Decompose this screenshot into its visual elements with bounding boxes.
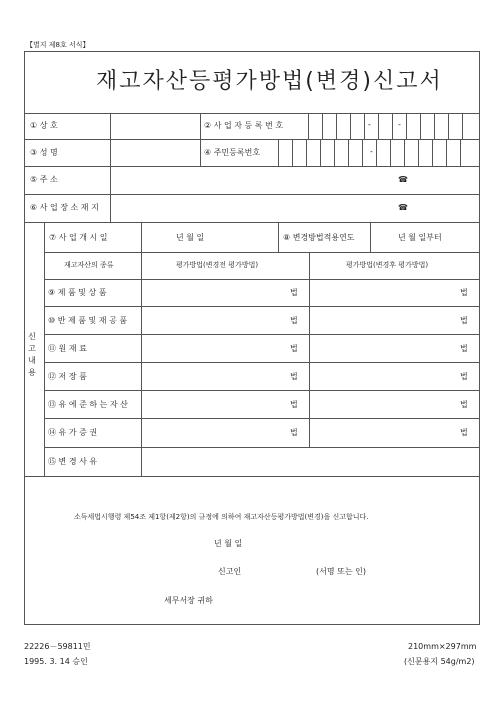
- address-label: ⑤ 주 소: [30, 175, 58, 184]
- row-label: ⑪ 원 재 료: [48, 344, 87, 353]
- digit-box-line: [460, 139, 461, 166]
- digit-box-line: [390, 139, 391, 166]
- col-type-header: 재고자산의 종류: [64, 261, 114, 269]
- before-method-suffix: 법: [290, 344, 298, 353]
- row-line: [24, 139, 480, 140]
- row-label: ⑩ 반 제 품 및 재 공 품: [48, 316, 128, 325]
- row-line: [44, 334, 480, 335]
- row-line: [24, 222, 480, 223]
- row-line: [24, 476, 480, 477]
- col-line: [308, 113, 309, 139]
- digit-box-line: [364, 113, 365, 139]
- digit-box-line: [418, 139, 419, 166]
- digit-box-line: [348, 139, 349, 166]
- col-line: [141, 222, 142, 476]
- declaration-statement: 소득세법시행령 제54조 제1항(제2항)의 규정에 의하여 재고자산등평가방법(변경)을 신고합니다.: [74, 513, 369, 521]
- row-line: [24, 194, 480, 195]
- digit-box-line: [406, 113, 407, 139]
- row-line: [44, 279, 480, 280]
- col-line: [110, 113, 111, 222]
- digit-box-line: [378, 113, 379, 139]
- declaration-date: 년 월 일: [214, 539, 243, 548]
- after-method-suffix: 법: [460, 344, 468, 353]
- form-title: 재고자산등평가방법(변경)신고서: [96, 69, 443, 94]
- row-line: [44, 447, 480, 448]
- frame-bottom: [24, 624, 480, 625]
- digit-box-line: [420, 113, 421, 139]
- digit-box-line: [350, 113, 351, 139]
- reg-no-dash-1: -: [368, 120, 371, 129]
- col-line: [278, 222, 279, 252]
- row-line: [44, 362, 480, 363]
- side-col-line: [44, 222, 45, 476]
- change-year-label: ⑧ 변경방법적용연도: [283, 233, 355, 242]
- row-label: ⑫ 저 장 품: [48, 372, 87, 381]
- recipient-label: 세무서장 귀하: [164, 596, 213, 605]
- trade-name-label: ① 상 호: [30, 121, 58, 130]
- after-method-suffix: 법: [460, 400, 468, 409]
- digit-box-line: [336, 113, 337, 139]
- before-method-suffix: 법: [290, 372, 298, 381]
- digit-box-line: [306, 139, 307, 166]
- phone-icon: ☎: [398, 175, 408, 184]
- resident-reg-no-label: ④ 주민등록번호: [204, 148, 261, 157]
- change-year-value: 년 월 일부터: [398, 233, 442, 242]
- before-method-suffix: 법: [290, 316, 298, 325]
- before-method-suffix: 법: [290, 428, 298, 437]
- paper-type: (신문용지 54g/m2): [404, 657, 475, 666]
- applicant-label: 신고인: [218, 567, 242, 576]
- frame-left: [24, 51, 25, 625]
- col-after-header: 평가방법(변경후 평가방법): [346, 261, 429, 269]
- row-label: ⑬ 유 에 준 하 는 자 산: [48, 400, 128, 409]
- digit-box-line: [462, 113, 463, 139]
- after-method-suffix: 법: [460, 316, 468, 325]
- digit-box-line: [432, 139, 433, 166]
- business-start-date: 년 월 일: [176, 233, 205, 242]
- digit-box-line: [334, 139, 335, 166]
- before-method-suffix: 법: [290, 400, 298, 409]
- phone-icon: ☎: [398, 203, 408, 212]
- row-line: [44, 418, 480, 419]
- digit-box-line: [446, 139, 447, 166]
- digit-box-line: [322, 113, 323, 139]
- signature-label: (서명 또는 인): [316, 567, 366, 576]
- change-reason-label: ⑮ 변 경 사 유: [48, 457, 98, 466]
- digit-box-line: [434, 113, 435, 139]
- digit-box-line: [376, 139, 377, 166]
- digit-box-line: [292, 139, 293, 166]
- digit-box-line: [320, 139, 321, 166]
- row-line: [24, 113, 480, 114]
- after-method-suffix: 법: [460, 288, 468, 297]
- resident-no-dash: -: [370, 147, 373, 156]
- before-method-suffix: 법: [290, 288, 298, 297]
- paper-size: 210mm×297mm: [408, 642, 477, 651]
- frame-top: [24, 51, 480, 52]
- after-method-suffix: 법: [460, 428, 468, 437]
- digit-box-line: [404, 139, 405, 166]
- reg-no-dash-2: -: [398, 120, 401, 129]
- business-location-label: ⑥ 사 업 장 소 재 지: [30, 203, 99, 212]
- side-label: 신 고 내 용: [28, 332, 36, 377]
- row-label: ⑭ 유 가 증 권: [48, 428, 98, 437]
- business-reg-no-label: ② 사 업 자 등 록 번 호: [204, 121, 284, 130]
- form-label: 【별지 제8호 서식】: [26, 41, 90, 49]
- digit-box-line: [392, 113, 393, 139]
- row-line: [44, 390, 480, 391]
- digit-box-line: [362, 139, 363, 166]
- frame-right: [479, 51, 480, 625]
- row-line: [24, 166, 480, 167]
- row-line: [44, 306, 480, 307]
- col-line: [309, 252, 310, 447]
- col-before-header: 평가방법(변경전 평가방법): [176, 261, 259, 269]
- name-label: ③ 성 명: [30, 148, 58, 157]
- col-line: [370, 222, 371, 252]
- col-line: [200, 113, 201, 166]
- business-start-label: ⑦ 사 업 개 시 일: [49, 233, 108, 242]
- col-line: [278, 139, 279, 166]
- row-label: ⑨ 제 품 및 상 품: [48, 288, 107, 297]
- approval-date: 1995. 3. 14 승인: [24, 657, 88, 666]
- digit-box-line: [448, 113, 449, 139]
- form-code: 22226－59811민: [24, 642, 91, 651]
- row-line: [44, 252, 480, 253]
- after-method-suffix: 법: [460, 372, 468, 381]
